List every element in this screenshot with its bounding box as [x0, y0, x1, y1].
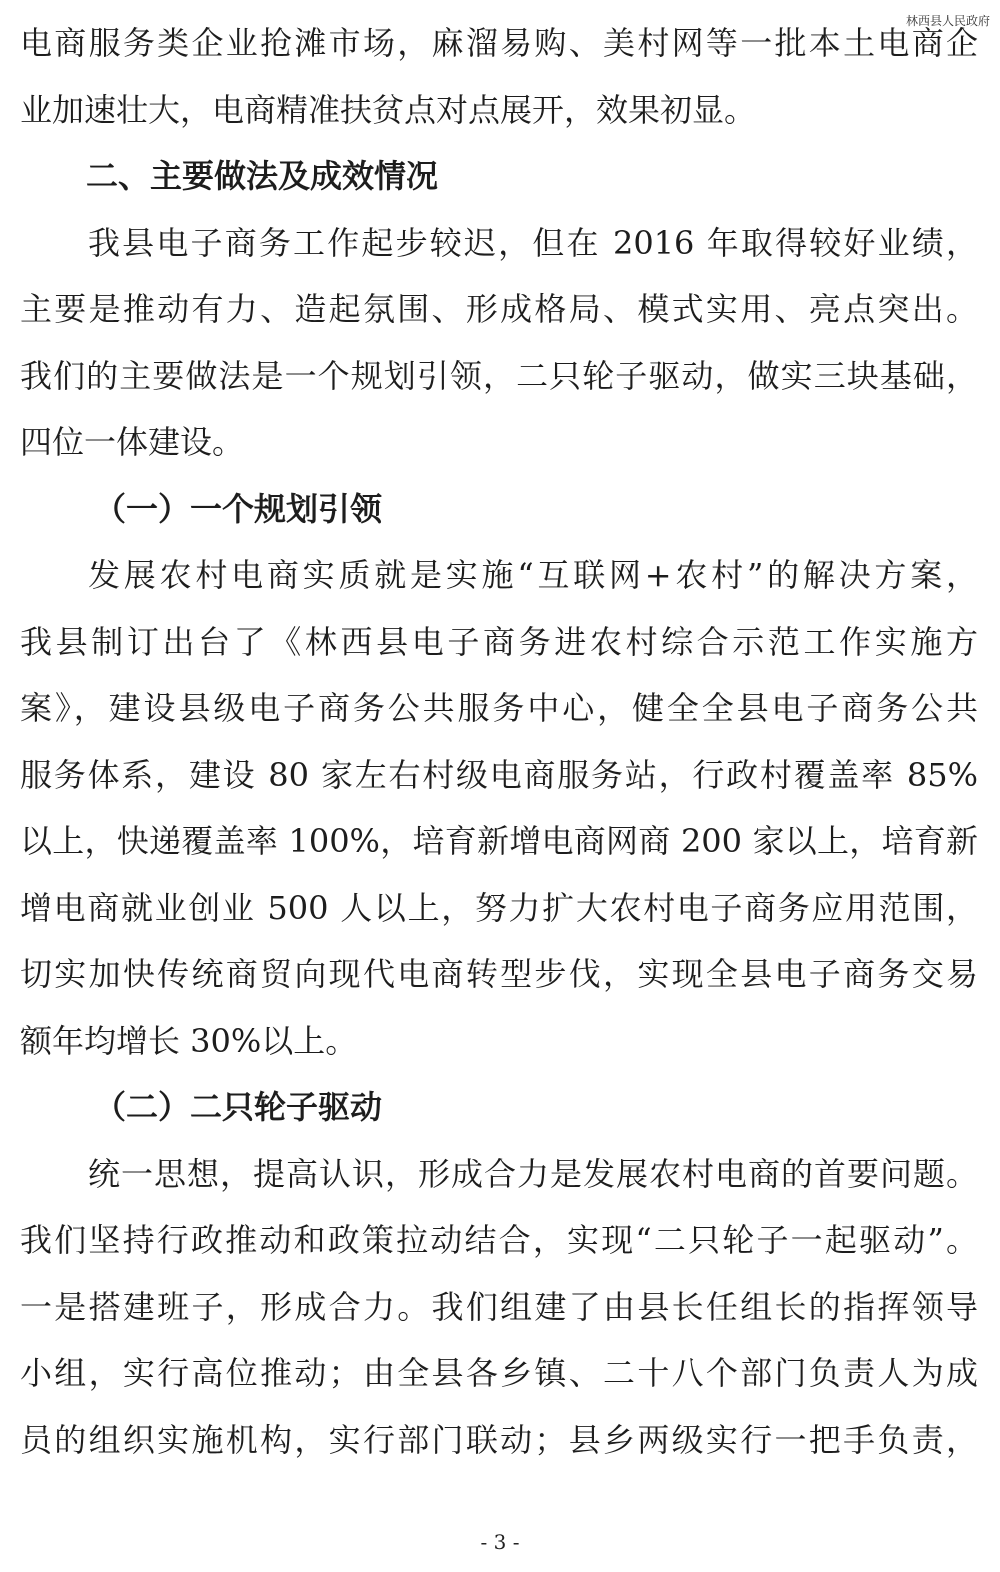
watermark-text: 林西县人民政府: [905, 14, 990, 28]
paragraph-line: 主要是推动有力、造起氛围、形成格局、模式实用、亮点突出。: [20, 290, 978, 328]
paragraph-line: 一是搭建班子，形成合力。我们组建了由县长任组长的指挥领导: [20, 1287, 978, 1326]
subsection-heading: （一）一个规划引领: [94, 489, 383, 528]
document-body: [20, 10, 978, 1473]
paragraph-line: 统一思想，提高认识，形成合力是发展农村电商的首要问题。: [88, 1154, 978, 1193]
paragraph-line: 员的组织实施机构，实行部门联动；县乡两级实行一把手负责，: [20, 1420, 978, 1459]
paragraph-line: 我县制订出台了《林西县电子商务进农村综合示范工作实施方: [20, 622, 978, 661]
paragraph-line: 以上，快递覆盖率 100%，培育新增电商网商 200 家以上，培育新: [20, 822, 978, 860]
subsection-heading: （二）二只轮子驱动: [94, 1088, 383, 1126]
paragraph-line: 电商服务类企业抢滩市场，麻溜易购、美村网等一批本土电商企: [20, 24, 978, 62]
paragraph-line: 四位一体建设。: [20, 423, 245, 461]
paragraph-line: 切实加快传统商贸向现代电商转型步伐，实现全县电子商务交易: [20, 955, 978, 993]
paragraph-line: 额年均增长 30%以上。: [20, 1021, 358, 1060]
paragraph-line: 我县电子商务工作起步较迟，但在 2016 年取得较好业绩，: [88, 223, 978, 262]
paragraph-line: 发展农村电商实质就是实施“互联网+农村”的解决方案，: [88, 556, 978, 594]
paragraph-line: 我们的主要做法是一个规划引领，二只轮子驱动，做实三块基础，: [20, 356, 978, 395]
paragraph-line: 案》，建设县级电子商务公共服务中心，健全全县电子商务公共: [20, 689, 978, 727]
paragraph-line: 业加速壮大，电商精准扶贫点对点展开，效果初显。: [20, 90, 757, 129]
section-heading: 二、主要做法及成效情况: [86, 157, 439, 195]
paragraph-line: 我们坚持行政推动和政策拉动结合，实现“二只轮子一起驱动”。: [20, 1221, 978, 1259]
paragraph-line: 服务体系，建设 80 家左右村级电商服务站，行政村覆盖率 85%: [20, 755, 978, 794]
page-number: - 3 -: [480, 1530, 520, 1554]
paragraph-line: 增电商就业创业 500 人以上，努力扩大农村电子商务应用范围，: [20, 888, 978, 927]
paragraph-line: 小组，实行高位推动；由全县各乡镇、二十八个部门负责人为成: [20, 1354, 978, 1392]
